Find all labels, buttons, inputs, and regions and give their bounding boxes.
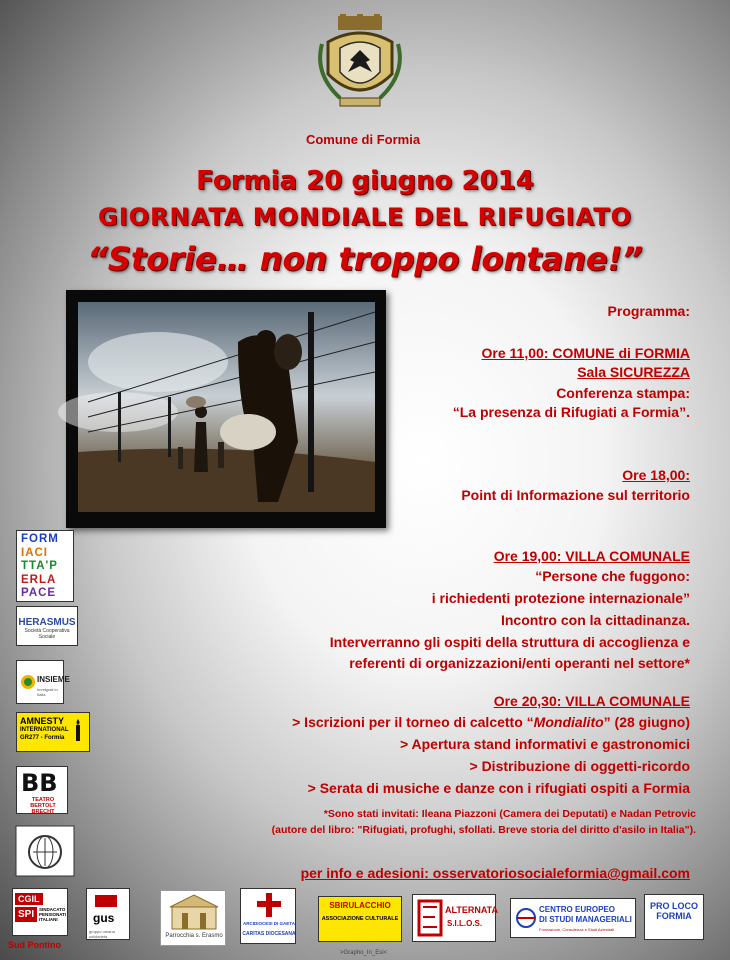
event4-line: > Iscrizioni per il torneo di calcetto “Mondialito” (28 giugno)	[292, 714, 690, 730]
event1-line: Conferenza stampa:	[556, 385, 690, 401]
alternata-logo: ALTERNATA S.I.L.O.S.	[412, 894, 496, 942]
centro-europeo-logo: CENTRO EUROPEO DI STUDI MANAGERIALI Formazione, Consulenza e Studi Aziendali	[510, 898, 636, 938]
caritas-cross-icon	[254, 891, 284, 919]
invited-note: (autore del libro: "Rifugiati, profughi, sfollati. Breve storia del diritto d'asilo in Italia").	[271, 824, 696, 836]
invited-note: *Sono stati invitati: Ileana Piazzoni (Camera dei Deputati) e Nadan Petrovic	[323, 808, 696, 820]
formia-citta-pace-logo: FORM IACI TTA'P ERLA PACE	[16, 530, 74, 602]
event-slogan-title: “Storie… non troppo lontane!”	[87, 240, 643, 278]
alternata-mark-icon	[417, 899, 447, 939]
caritas-logo: ARCIDIOCESI DI GAETA CARITAS DIOCESANA	[240, 888, 296, 944]
event4-line: > Serata di musiche e danze con i rifugiati ospiti a Formia	[307, 780, 690, 796]
proloco-formia-logo: PRO LOCO FORMIA	[644, 894, 704, 940]
church-icon	[162, 893, 226, 931]
globe-icon	[515, 907, 537, 929]
event1-line: “La presenza di Rifugiati a Formia”.	[452, 404, 690, 420]
event2-time: Ore 18,00:	[622, 467, 690, 483]
event-name-title: GIORNATA MONDIALE DEL RIFUGIATO	[98, 203, 632, 231]
event-date-title: Formia 20 giugno 2014	[196, 166, 534, 196]
parrocchia-logo: Parrocchia s. Erasmo	[160, 890, 226, 946]
sbirulacchio-logo: SBIRULACCHIO ASSOCIAZIONE CULTURALE	[318, 896, 402, 942]
formia-coat-of-arms-icon	[310, 14, 410, 114]
gus-logo: gus gruppo umana solidarietà	[86, 888, 130, 940]
svg-text:BB: BB	[21, 769, 58, 797]
event3-line: i richiedenti protezione internazionale”	[431, 590, 690, 606]
candle-icon	[71, 719, 85, 743]
event3-line: Interverranno gli ospiti della struttura di accoglienza e	[329, 634, 690, 650]
event4-line: > Apertura stand informativi e gastronomici	[399, 736, 690, 752]
event1-time: Ore 11,00: COMUNE di FORMIA	[481, 345, 690, 361]
grapho-credit: >Grapho_In_Esi<	[340, 950, 388, 956]
bb-icon	[18, 769, 68, 795]
event4-line: > Distribuzione di oggetti-ricordo	[469, 758, 690, 774]
herasmus-logo: HERASMUS Società Cooperativa Sociale	[16, 606, 78, 646]
amnesty-logo: AMNESTY INTERNATIONAL GR277 - Formia	[16, 712, 90, 752]
event3-line: referenti di organizzazioni/enti operanti nel settore*	[349, 655, 690, 671]
sun-icon	[19, 673, 37, 691]
programma-heading: Programma:	[607, 303, 690, 319]
teatro-brecht-logo: BB TEATRO BERTOLT BRECHT	[16, 766, 68, 814]
event3-time: Ore 19,00: VILLA COMUNALE	[493, 548, 690, 564]
comune-label: Comune di Formia	[305, 132, 421, 147]
event3-line: “Persone che fuggono:	[535, 568, 690, 584]
contact-email[interactable]: per info e adesioni: osservatoriosocialeformia@gmail.com	[300, 865, 690, 881]
cgil-spi-logo: CGIL SPI SINDACATO PENSIONATI ITALIANI	[12, 888, 68, 936]
osservatorio-logo	[16, 826, 74, 876]
event3-line: Incontro con la cittadinanza.	[500, 612, 690, 628]
event2-line: Point di Informazione sul territorio	[461, 487, 690, 503]
insieme-logo: INSIEME Immigrati in Italia	[16, 660, 64, 704]
refugees-walking-photo	[78, 302, 375, 512]
sud-pontino-label: Sud Pontino	[8, 940, 61, 950]
event1-room: Sala SICUREZZA	[577, 364, 690, 380]
event4-time: Ore 20,30: VILLA COMUNALE	[493, 693, 690, 709]
